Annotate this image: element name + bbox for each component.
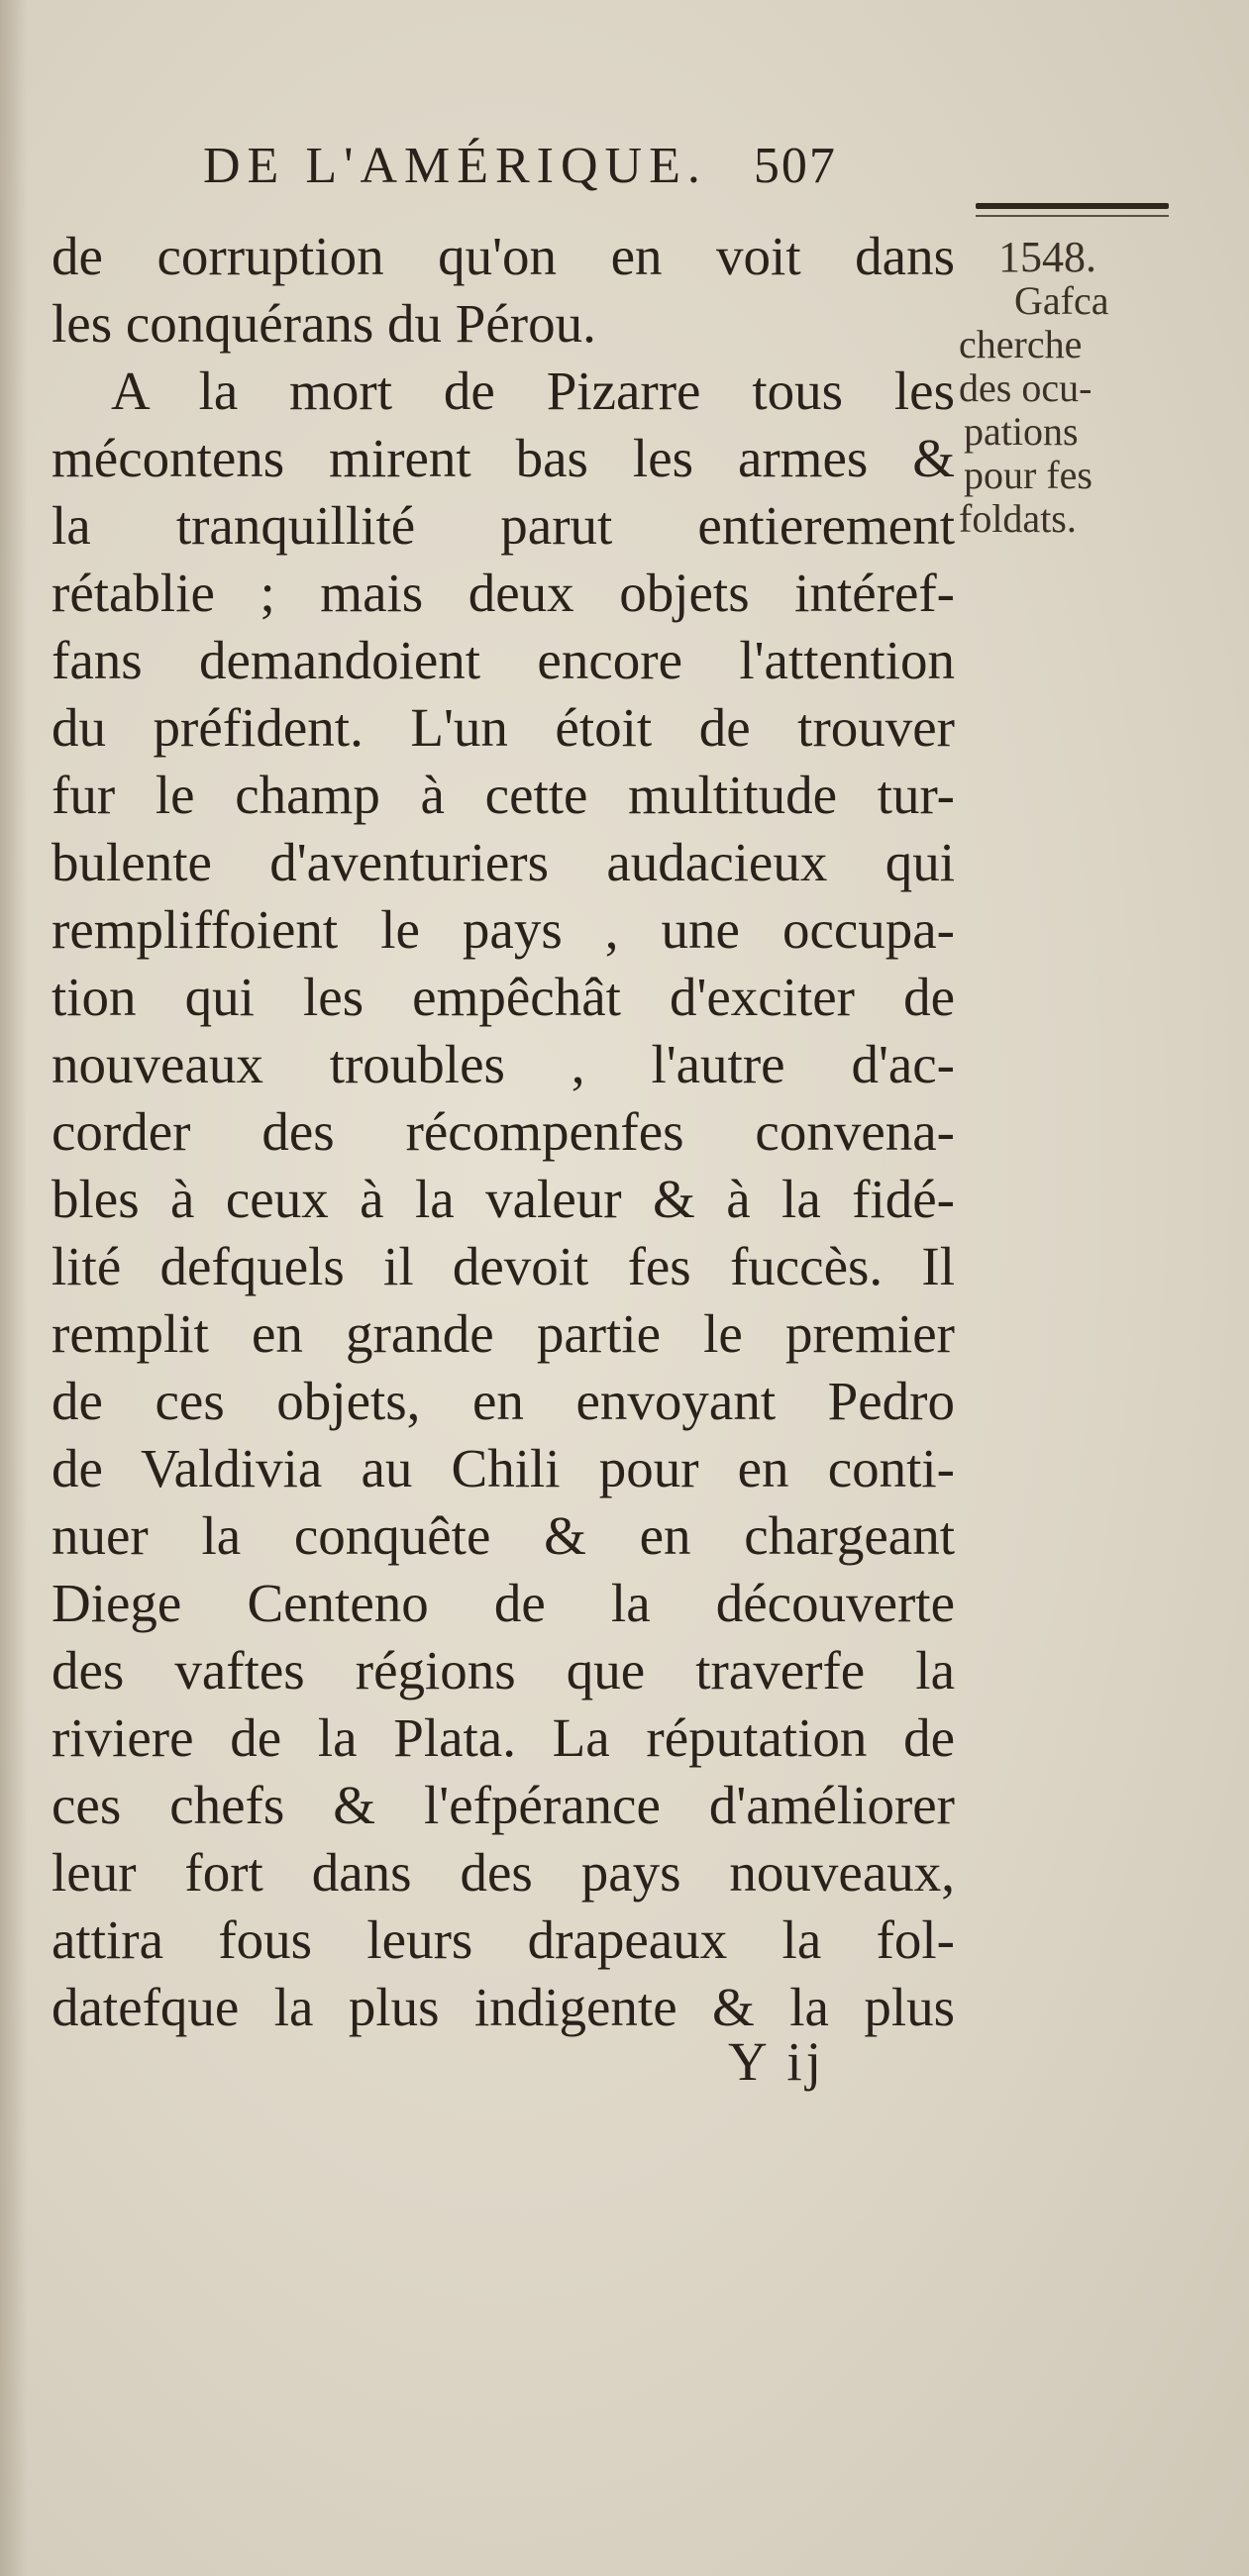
margin-note-line: cherche xyxy=(959,322,1083,366)
text-line: attira fous leurs drapeaux la fol- xyxy=(52,1909,955,1970)
text-line: bulente d'aventuriers audacieux qui xyxy=(52,832,955,892)
text-line: de corruption qu'on en voit dans xyxy=(52,226,955,286)
text-line: rétablie ; mais deux objets intéref- xyxy=(52,563,955,623)
text-line: remplit en grande partie le premier xyxy=(52,1303,955,1364)
body-text xyxy=(52,223,955,2041)
margin-note-year: 1548. xyxy=(998,233,1096,281)
margin-note xyxy=(959,233,1157,541)
page-number: 507 xyxy=(753,138,837,194)
text-line: bles à ceux à la valeur & à la fidé- xyxy=(52,1169,955,1229)
text-line: fur le champ à cette multitude tur- xyxy=(52,765,955,825)
text-line: leur fort dans des pays nouveaux, xyxy=(52,1842,955,1903)
text-line: ces chefs & l'efpérance d'améliorer xyxy=(52,1775,955,1835)
text-line: les conquérans du Pérou. xyxy=(52,293,596,354)
margin-note-line: pour fes xyxy=(964,453,1093,497)
header-rule xyxy=(976,203,1169,209)
text-line: rempliffoient le pays , une occupa- xyxy=(52,899,955,960)
text-line: de Valdivia au Chili pour en conti- xyxy=(52,1438,955,1498)
header-rule-thin xyxy=(976,215,1169,217)
text-line: riviere de la Plata. La réputation de xyxy=(52,1707,955,1768)
text-line: tion qui les empêchât d'exciter de xyxy=(52,967,955,1027)
text-line: de ces objets, en envoyant Pedro xyxy=(52,1371,955,1431)
text-line: nuer la conquête & en chargeant xyxy=(52,1505,955,1566)
text-line: lité defquels il devoit fes fuccès. Il xyxy=(52,1236,955,1296)
text-line: du préfident. L'un étoit de trouver xyxy=(52,697,955,758)
page-gutter-shadow xyxy=(0,0,28,2576)
text-line: fans demandoient encore l'attention xyxy=(52,630,955,690)
text-line: la tranquillité parut entierement xyxy=(52,495,955,556)
running-header xyxy=(203,137,837,195)
text-line: mécontens mirent bas les armes & xyxy=(52,428,955,488)
text-line: corder des récompenfes convena- xyxy=(52,1101,955,1162)
text-line: A la mort de Pizarre tous les xyxy=(111,361,955,421)
text-line: nouveaux troubles , l'autre d'ac- xyxy=(52,1034,955,1094)
margin-note-line: des ocu- xyxy=(959,365,1093,410)
running-title: DE L'AMÉRIQUE. xyxy=(203,138,707,194)
text-line: datefque la plus indigente & la plus xyxy=(52,1977,955,2037)
signature-mark: Y ij xyxy=(728,2031,825,2092)
margin-note-line: Gafca xyxy=(1014,278,1109,323)
margin-note-line: foldats. xyxy=(959,496,1077,541)
text-line: Diege Centeno de la découverte xyxy=(52,1573,955,1633)
margin-note-line: pations xyxy=(964,409,1079,454)
text-line: des vaftes régions que traverfe la xyxy=(52,1640,955,1700)
